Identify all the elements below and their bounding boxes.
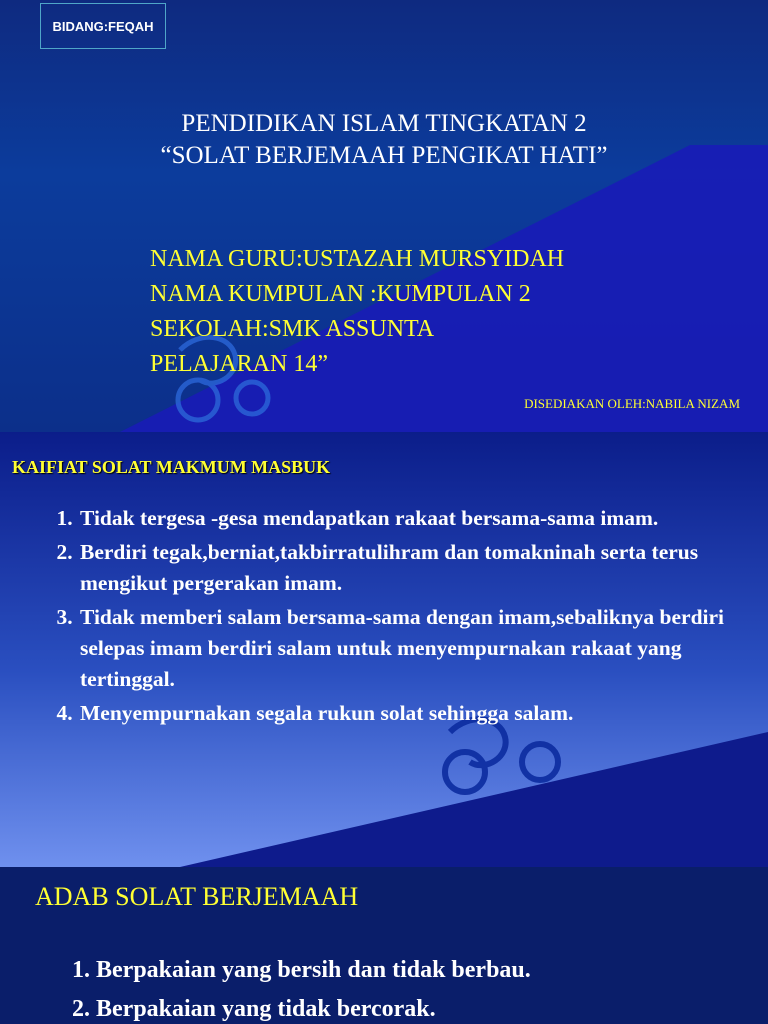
list-item: 4. Menyempurnakan segala rukun solat sehingga salam. [78, 698, 738, 729]
info-block [150, 242, 564, 382]
subject-badge: BIDANG:FEQAH [40, 3, 166, 49]
slide-title: PENDIDIKAN ISLAM TINGKATAN 2 [181, 110, 587, 137]
list-item: 3. Tidak memberi salam bersama-sama dengan imam,sebaliknya berdiri selepas imam berdiri salam untuk menyempurnakan rakaat yang tertinggal. [78, 602, 738, 695]
masbuk-slide [0, 432, 768, 867]
list-item: 1. Berpakaian yang bersih dan tidak berbau. [96, 951, 756, 990]
title-slide [0, 0, 768, 432]
school-name: SEKOLAH:SMK ASSUNTA [150, 316, 435, 342]
prepared-by: DISEDIAKAN OLEH:NABILA NIZAM [524, 396, 740, 411]
list-item: 2. Berdiri tegak,berniat,takbirratulihram dan tomakninah serta terus mengikut pergerakan imam. [78, 537, 738, 599]
lesson-number: PELAJARAN 14” [150, 351, 328, 377]
teacher-name: NAMA GURU:USTAZAH MURSYIDAH [150, 246, 565, 272]
list-item: 2. Berpakaian yang tidak bercorak. [96, 990, 756, 1024]
slide-heading: KAIFIAT SOLAT MAKMUM MASBUK [12, 457, 331, 477]
list-item: 1. Tidak tergesa -gesa mendapatkan rakaat bersama-sama imam. [78, 503, 738, 534]
adab-list [52, 951, 756, 1024]
masbuk-steps-list [38, 503, 738, 732]
group-name: NAMA KUMPULAN :KUMPULAN 2 [150, 281, 531, 307]
slide-heading: ADAB SOLAT BERJEMAAH [35, 882, 359, 911]
slide-subtitle: “SOLAT BERJEMAAH PENGIKAT HATI” [160, 142, 608, 169]
adab-slide [0, 867, 768, 1024]
